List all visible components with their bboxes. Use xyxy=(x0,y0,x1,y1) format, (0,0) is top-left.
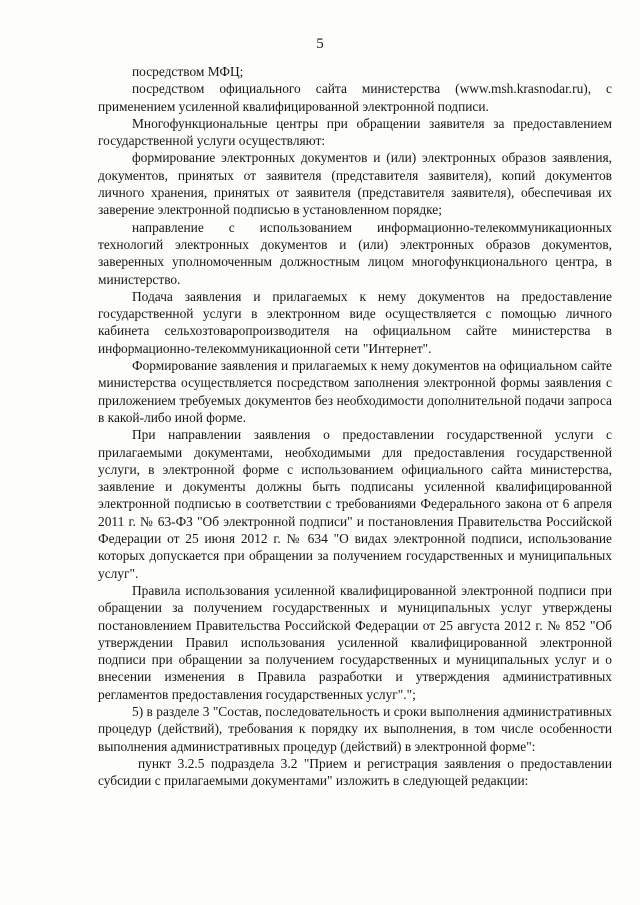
paragraph-form-filling: Формирование заявления и прилагаемых к нему документов на официальном сайте министерства осуществляется посредством заполнения электронной формы заявления с приложением требуемых документов без необходимости дополнительной подачи запроса в какой-либо иной форме. xyxy=(98,358,612,425)
paragraph-forming-documents: формирование электронных документов и (или) электронных образов заявления, документов, принятых от заявителя (представителя заявителя), копий документов личного хранения, принятых от заявителя (представителя заявителя), обеспечивая их заверение электронной подписью в установленном порядке; xyxy=(98,150,612,218)
document-body xyxy=(98,63,612,789)
paragraph-sending-documents: направление с использованием информационно-телекоммуникационных технологий электронных документов и (или) электронных образов документов, заверенных уполномоченным должностным лицом многофункционального центра, в министерство. xyxy=(98,219,612,287)
paragraph-electronic-submission: Подача заявления и прилагаемых к нему документов на предоставление государственной услуги в электронном виде осуществляется с помощью личного кабинета сельхозтоваропроизводителя на официальном сайте министерства в информационно-телекоммуникационной сети "Интернет". xyxy=(98,288,612,356)
paragraph-clause-3-2-5: пункт 3.2.5 подраздела 3.2 "Прием и регистрация заявления о предоставлении субсидии с прилагаемыми документами" изложить в следующей редакции: xyxy=(98,755,612,789)
paragraph-signature-requirements: При направлении заявления о предоставлении государственной услуги с прилагаемыми документами, необходимыми для предоставления государственной услуги, в электронной форме с использованием официального сайта министерства, заявление и документы должны быть подписаны усиленной квалифицированной электронной подписью в соответствии с требованиями Федерального закона от 6 апреля 2011 г. № 63-ФЗ "Об электронной подписи" и постановления Правительства Российской Федерации от 25 июня 2012 г. № 634 "О видах электронной подписи, использование которых допускается при обращении за получением государственных и муниципальных услуг". xyxy=(98,427,612,581)
paragraph-mfc-functions: Многофункциональные центры при обращении заявителя за предоставлением государственной услуги осуществляют: xyxy=(98,115,612,149)
paragraph-section-3: 5) в разделе 3 "Состав, последовательность и сроки выполнения административных процедур (действий), требования к порядку их выполнения, в том числе особенности выполнения административных процедур (действий) в электронной форме": xyxy=(98,703,612,754)
paragraph-official-site: посредством официального сайта министерства (www.msh.krasnodar.ru), с применением усиленной квалифицированной электронной подписи. xyxy=(98,81,612,114)
paragraph-signature-rules: Правила использования усиленной квалифицированной электронной подписи при обращении за получением государственных и муниципальных услуг утверждены постановлением Правительства Российской Федерации от 25 августа 2012 г. № 852 "Об утверждении Правил использования усиленной квалифицированной электронной подписи при обращении за получением государственных и муниципальных услуг и о внесении изменения в Правила разработки и утверждения административных регламентов предоставления государственных услуг"."; xyxy=(98,582,612,702)
paragraph-mfc: посредством МФЦ; xyxy=(132,64,244,79)
page-number: 5 xyxy=(316,36,324,52)
